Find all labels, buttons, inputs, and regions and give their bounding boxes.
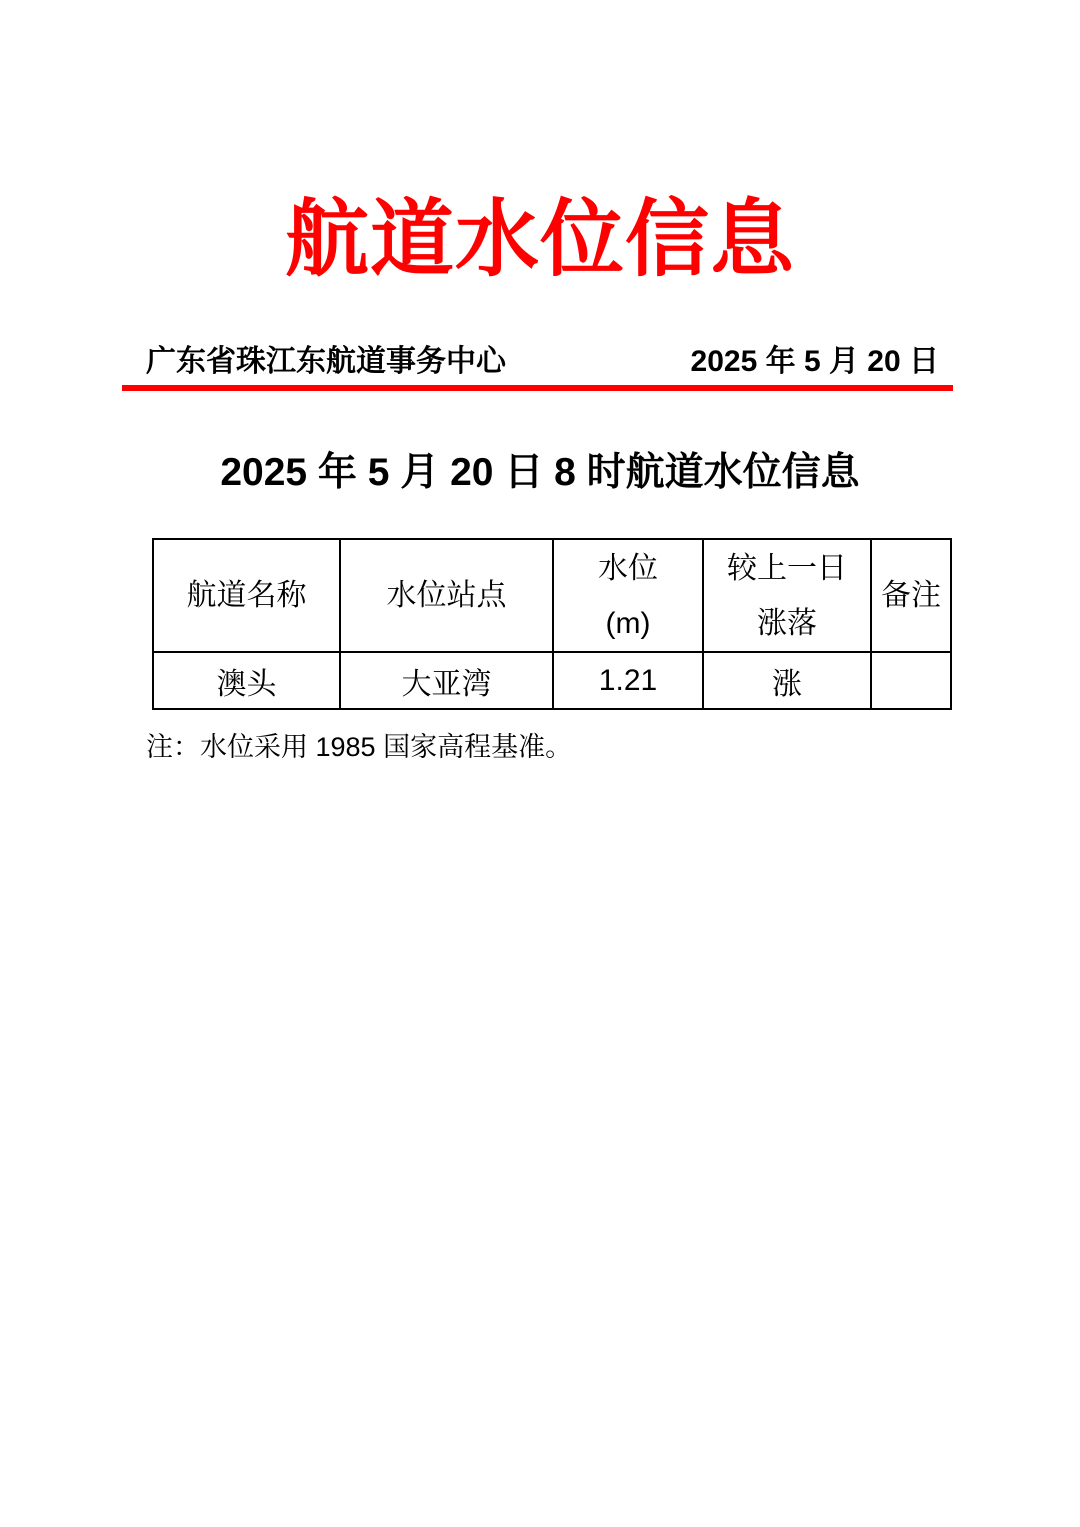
col-header-water-level-unit: (m) <box>605 606 651 640</box>
col-header-daily-change <box>703 539 871 652</box>
col-header-remark <box>871 539 951 652</box>
footnote: 注：水位采用 1985 国家高程基准。 <box>146 732 573 762</box>
cell-station: 大亚湾 <box>340 652 553 709</box>
col-header-water-level <box>553 539 703 652</box>
document-header <box>122 340 953 382</box>
col-header-daily-change-label-1: 较上一日 <box>727 551 847 585</box>
page-title: 航道水位信息 <box>284 192 795 286</box>
col-header-daily-change-label-2: 涨落 <box>757 606 817 640</box>
col-header-station-label: 水位站点 <box>386 579 507 612</box>
report-subtitle: 2025 年 5 月 20 日 8 时航道水位信息 <box>220 451 860 494</box>
issuing-org-name: 广东省珠江东航道事务中心 <box>146 345 506 378</box>
col-header-channel-name <box>153 539 340 652</box>
table-row <box>153 652 951 709</box>
red-divider-rule <box>122 385 953 391</box>
col-header-remark-label: 备注 <box>881 579 941 612</box>
cell-water-level: 1.21 <box>553 652 703 709</box>
cell-channel-name: 澳头 <box>153 652 340 709</box>
col-header-water-level-label: 水位 <box>598 551 658 585</box>
col-header-channel-name-label: 航道名称 <box>186 579 307 612</box>
issue-date: 2025 年 5 月 20 日 <box>690 345 939 378</box>
col-header-station <box>340 539 553 652</box>
cell-remark <box>871 652 951 709</box>
water-level-table <box>152 538 952 710</box>
cell-daily-change: 涨 <box>703 652 871 709</box>
table-header-row <box>153 539 951 652</box>
